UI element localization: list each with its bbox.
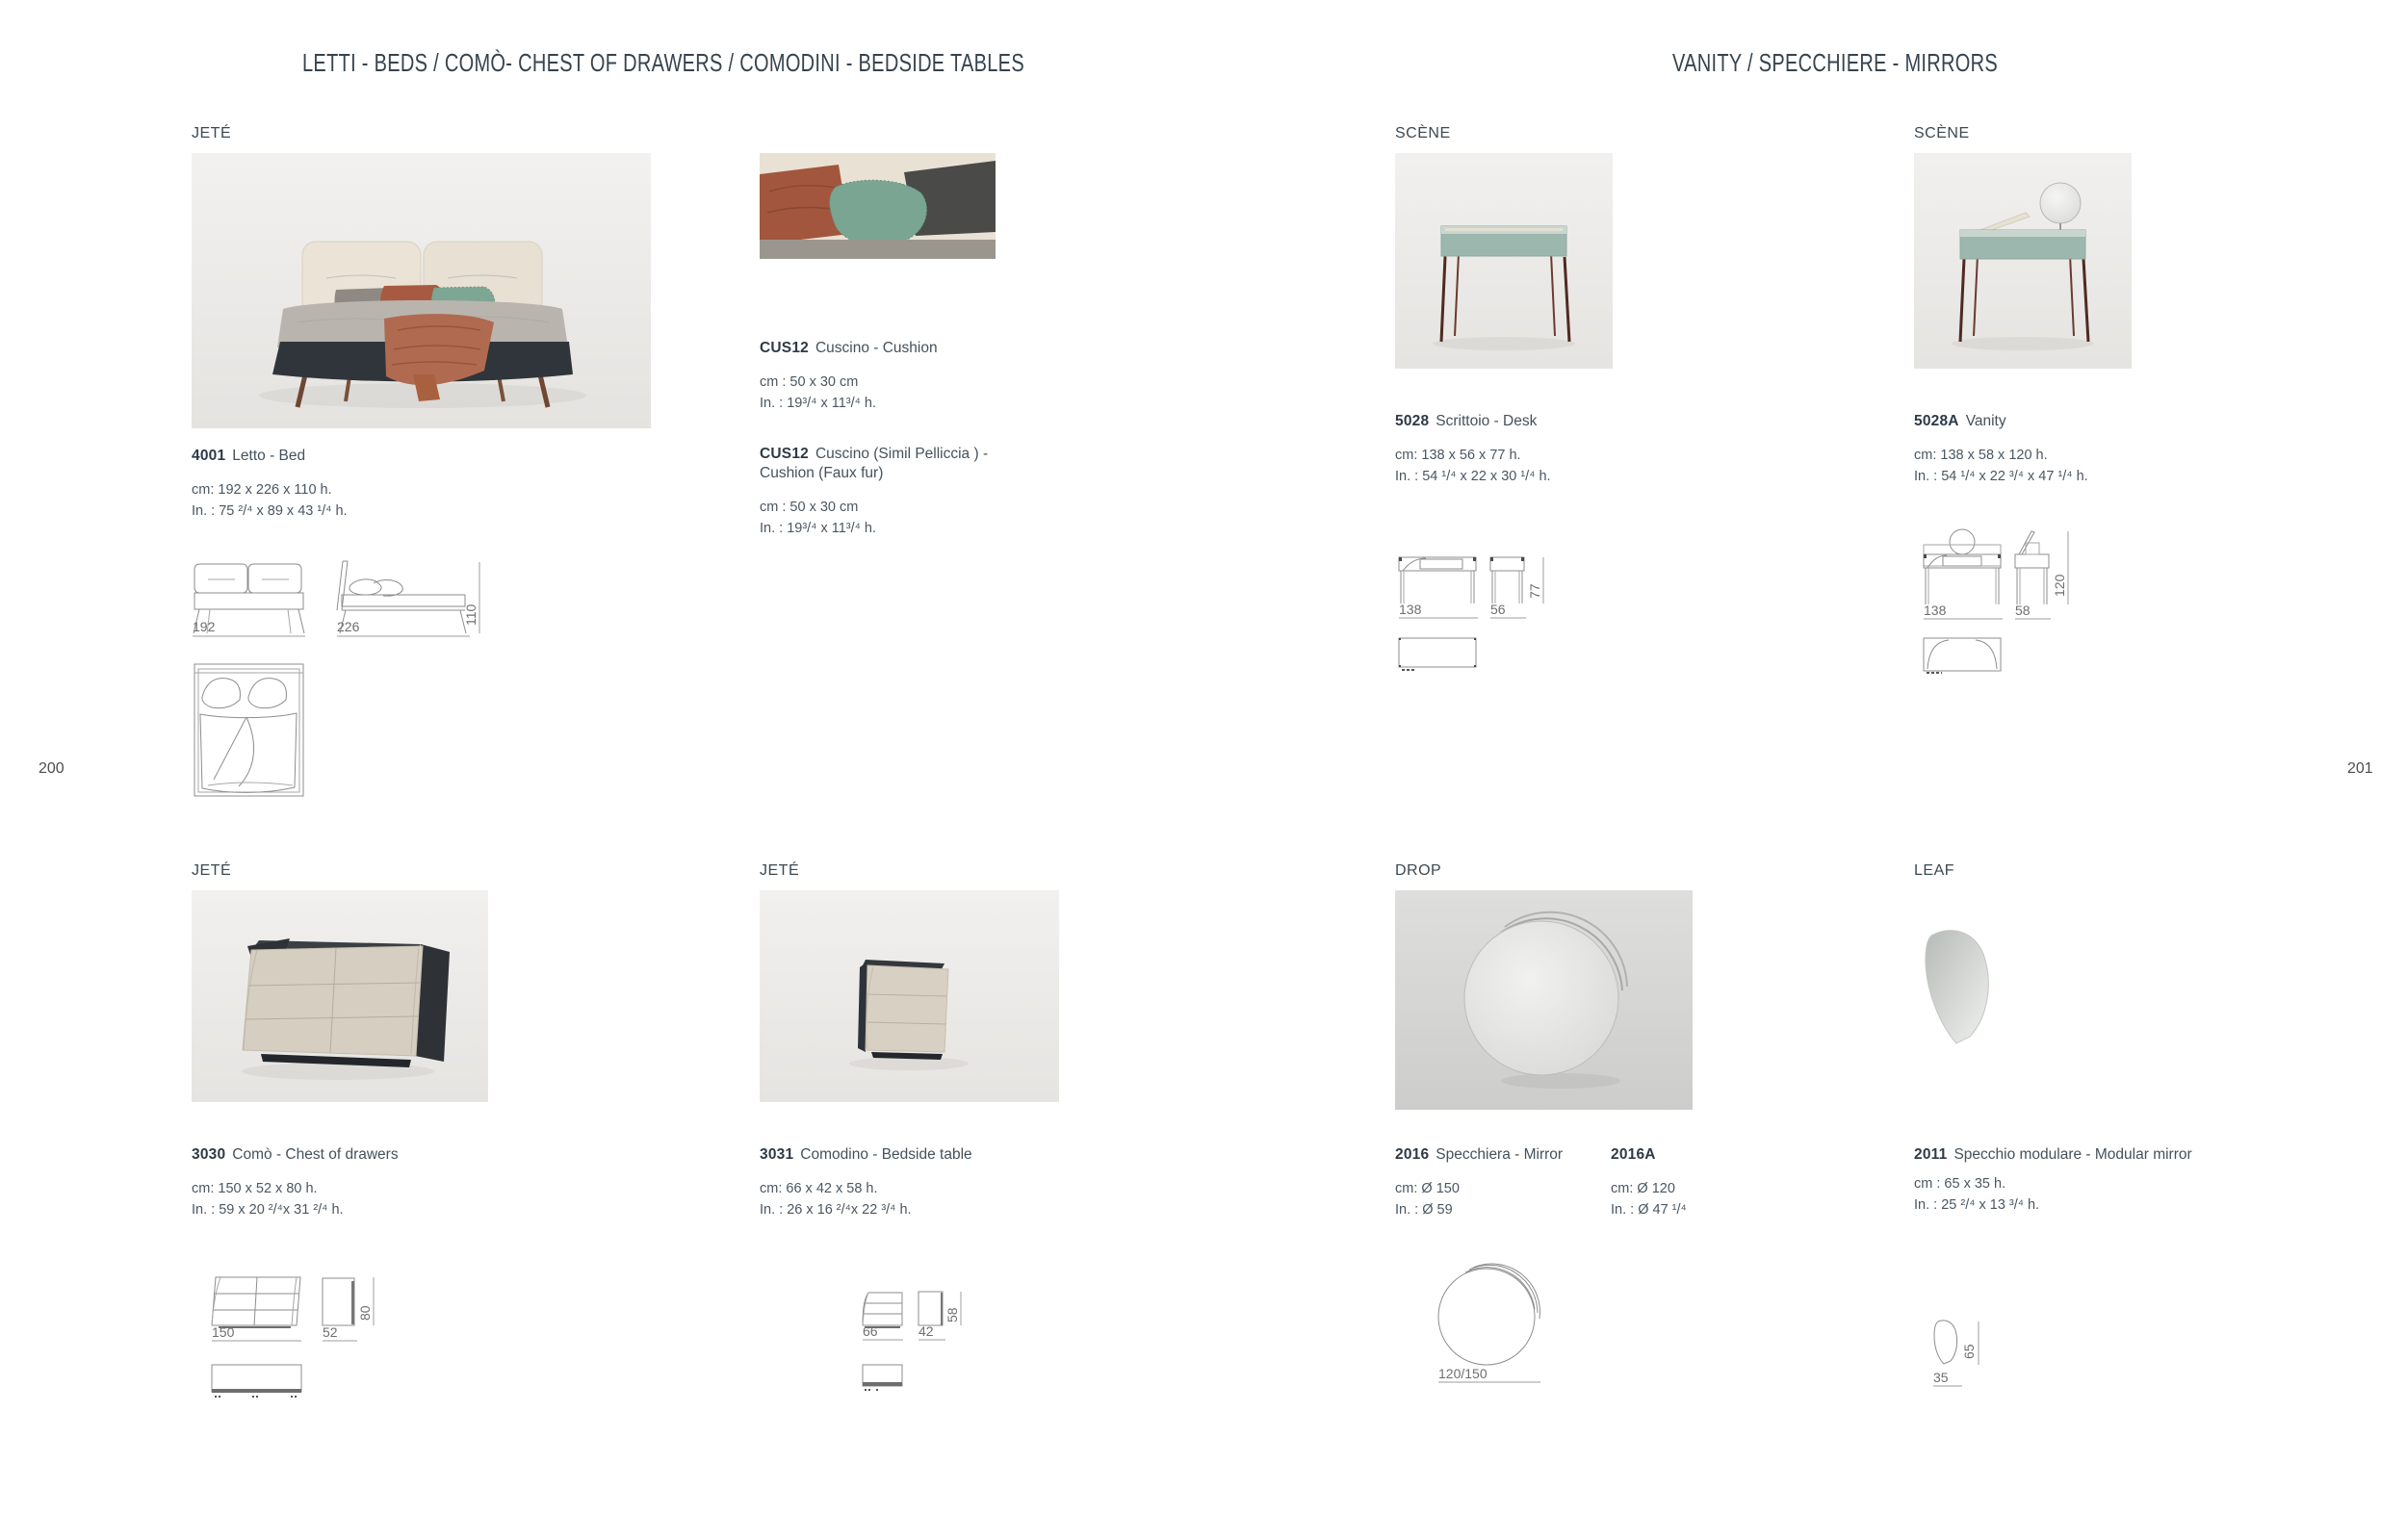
dim-label-bed-height: 110 xyxy=(463,603,479,626)
product-name: Scrittoio - Desk xyxy=(1436,413,1538,429)
dim-cm: cm : 65 x 35 h. xyxy=(1914,1176,2006,1193)
vanity-photo xyxy=(1914,153,2132,369)
dim-label-bed-depth: 226 xyxy=(337,619,360,634)
dim-in: In. : Ø 59 xyxy=(1395,1201,1453,1218)
left-page-header: LETTI - BEDS / COMÒ- CHEST OF DRAWERS / COMODINI - BEDSIDE TABLES xyxy=(302,50,1024,78)
product-code: 3031 xyxy=(760,1146,794,1163)
product-info-vanity xyxy=(1914,412,2299,488)
dim-label-vanity-depth: 58 xyxy=(2015,603,2031,618)
right-page-header: VANITY / SPECCHIERE - MIRRORS xyxy=(1672,50,1999,78)
product-code: 2016 xyxy=(1395,1146,1430,1163)
page-number-right: 201 xyxy=(2347,760,2373,777)
bedside-tech-drawing xyxy=(857,1280,1078,1400)
chest-photo xyxy=(192,890,488,1102)
dim-in: In. : 75 ²/⁴ x 89 x 43 ¹/⁴ h. xyxy=(192,502,348,519)
bedside-photo xyxy=(760,890,1059,1102)
cushion-photo xyxy=(760,153,996,259)
dim-label-vanity-width: 138 xyxy=(1924,603,1947,618)
product-name: Cuscino - Cushion xyxy=(815,340,938,356)
drop-mirror-photo xyxy=(1395,890,1693,1110)
product-info-mirror-a xyxy=(1611,1145,1803,1221)
dim-in: In. : 59 x 20 ²/⁴x 31 ²/⁴ h. xyxy=(192,1201,344,1218)
dim-in: In. : 25 ²/⁴ x 13 ³/⁴ h. xyxy=(1914,1196,2040,1213)
dim-cm: cm : 50 x 30 cm xyxy=(760,500,859,516)
product-code: 5028 xyxy=(1395,413,1430,429)
desk-photo xyxy=(1395,153,1613,369)
product-name: Specchiera - Mirror xyxy=(1436,1146,1564,1163)
product-info-cushion1 xyxy=(760,339,1048,415)
dim-label-chest-depth: 52 xyxy=(323,1324,338,1340)
product-code: CUS12 xyxy=(760,340,809,356)
product-info-leaf-mirror xyxy=(1914,1145,2338,1217)
product-info-cushion2 xyxy=(760,445,1022,540)
dim-in: In. : Ø 47 ¹/⁴ xyxy=(1611,1201,1687,1218)
product-info-desk xyxy=(1395,412,1761,488)
brand-label-bed: JETÉ xyxy=(192,125,232,141)
dim-label-chest-width: 150 xyxy=(212,1324,235,1340)
product-name: Comò - Chest of drawers xyxy=(232,1146,399,1163)
drop-mirror-tech-drawing xyxy=(1423,1259,1616,1394)
dim-label-desk-depth: 56 xyxy=(1490,602,1506,617)
dim-in: In. : 54 ¹/⁴ x 22 ³/⁴ x 47 ¹/⁴ h. xyxy=(1914,468,2088,484)
brand-label-vanity: SCÈNE xyxy=(1914,125,1970,141)
product-info-chest xyxy=(192,1145,606,1221)
dim-in: In. : 54 ¹/⁴ x 22 x 30 ¹/⁴ h. xyxy=(1395,468,1551,484)
page-number-left: 200 xyxy=(39,760,65,777)
product-code: CUS12 xyxy=(760,446,809,462)
brand-label-chest: JETÉ xyxy=(192,862,232,879)
product-code: 3030 xyxy=(192,1146,226,1163)
leaf-mirror-tech-drawing xyxy=(1926,1309,2051,1405)
dim-label-bedside-depth: 42 xyxy=(918,1323,934,1339)
brand-label-bedside: JETÉ xyxy=(760,862,800,879)
dim-label-desk-height: 77 xyxy=(1527,583,1542,599)
product-name: Letto - Bed xyxy=(232,448,306,464)
product-info-mirror xyxy=(1395,1145,1607,1221)
product-name: Cuscino (Simil Pelliccia ) - Cushion (Faux fur) xyxy=(760,446,989,482)
dim-label-bedside-height: 58 xyxy=(944,1307,960,1322)
desk-tech-drawing xyxy=(1395,549,1665,676)
dim-label-bedside-width: 66 xyxy=(863,1323,878,1339)
product-code: 5028A xyxy=(1914,413,1959,429)
product-code: 2016A xyxy=(1611,1146,1656,1163)
brand-label-mirror: DROP xyxy=(1395,862,1442,879)
dim-label-vanity-height: 120 xyxy=(2052,574,2067,597)
dim-cm: cm: 138 x 58 x 120 h. xyxy=(1914,448,2048,464)
dim-cm: cm: 192 x 226 x 110 h. xyxy=(192,482,332,499)
dim-label-desk-width: 138 xyxy=(1399,602,1422,617)
product-name: Comodino - Bedside table xyxy=(800,1146,972,1163)
dim-cm: cm: Ø 120 xyxy=(1611,1181,1675,1197)
chest-tech-drawing xyxy=(206,1269,466,1408)
dim-label-leaf-width: 35 xyxy=(1933,1370,1949,1385)
dim-cm: cm: 150 x 52 x 80 h. xyxy=(192,1181,318,1197)
dim-label-chest-height: 80 xyxy=(357,1305,373,1321)
dim-in: In. : 26 x 16 ²/⁴x 22 ³/⁴ h. xyxy=(760,1201,912,1218)
bed-photo xyxy=(192,153,651,428)
dim-label-bed-width: 192 xyxy=(193,619,216,634)
product-name: Vanity xyxy=(1965,413,2006,429)
vanity-tech-drawing xyxy=(1920,527,2189,677)
product-code: 4001 xyxy=(192,448,226,464)
product-name: Specchio modulare - Modular mirror xyxy=(1953,1146,2192,1163)
dim-cm: cm: Ø 150 xyxy=(1395,1181,1460,1197)
dim-cm: cm : 50 x 30 cm xyxy=(760,374,859,391)
brand-label-desk: SCÈNE xyxy=(1395,125,1451,141)
product-code: 2011 xyxy=(1914,1146,1948,1163)
dim-label-leaf-height: 65 xyxy=(1961,1344,1977,1359)
dim-in: In. : 19³/⁴ x 11³/⁴ h. xyxy=(760,521,876,537)
brand-label-leaf-mirror: LEAF xyxy=(1914,862,1955,879)
bed-tech-drawing xyxy=(189,551,506,806)
leaf-mirror-photo xyxy=(1914,890,2135,1102)
dim-in: In. : 19³/⁴ x 11³/⁴ h. xyxy=(760,395,876,411)
dim-cm: cm: 138 x 56 x 77 h. xyxy=(1395,448,1521,464)
dim-cm: cm: 66 x 42 x 58 h. xyxy=(760,1181,878,1197)
product-info-bedside xyxy=(760,1145,1174,1221)
dim-label-drop-diameter: 120/150 xyxy=(1438,1366,1488,1381)
product-info-bed xyxy=(192,447,606,523)
